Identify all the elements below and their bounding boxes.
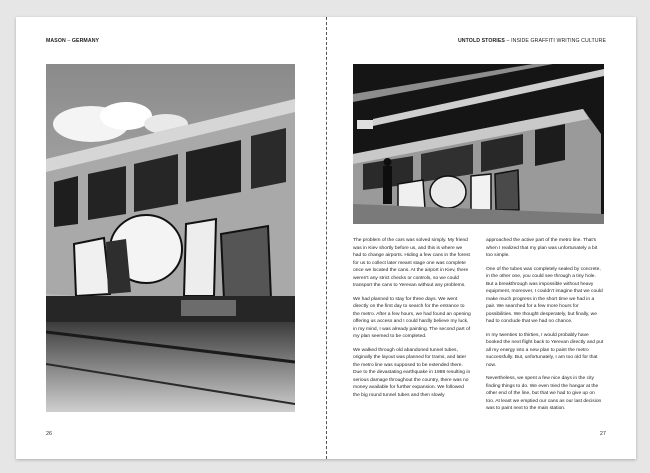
book-spread: [16, 17, 636, 459]
book-title: UNTOLD STORIES: [457, 38, 505, 44]
paragraph: We had planned to stay for three days. We went directly on the first day to search for the entrance to the metro. After a few hours, we had found an opening offering us access and I could hardly believe my luck, in my mind, I was already painting. The second part of my plan seemed to be completed.: [353, 296, 471, 339]
paragraph: We walked through old abandoned tunnel tubes, originally the layout was planned for trams, and later the metro line was supposed to be extended there. Due to the devastating earthquake in 1988 resulting in serious damage throughout the country, there was no money available for further expansion. We followed the big round tunnel tubes and then slowly: [353, 347, 471, 398]
left-page-number: 26: [46, 431, 53, 437]
paragraph: Nevertheless, we spent a few nice days in the city finding things to do. We even tried the hangar at the other end of the line, but that we had to give up on too. At least we emptied our cans as our last decision was to paint next to the main station.: [486, 376, 602, 411]
book-subtitle: INSIDE GRAFFITI WRITING CULTURE: [511, 38, 606, 44]
metro-station-image: [353, 64, 604, 224]
left-page-header: [46, 38, 99, 44]
right-page-number: 27: [599, 431, 606, 437]
page-fold-line: [326, 17, 327, 459]
paragraph: In my twenties to thirties, I would probably have booked the next flight back to Yerevan directly and put all my energy into a new plan to paint the metro successfully. But, unfortunately, I am too old for that now.: [486, 332, 604, 368]
graffiti-train-photo: [46, 64, 295, 412]
header-separator: –: [504, 38, 512, 44]
paragraph: One of the tubes was completely sealed by concrete, in the other one, you could see through a tiny hole. But a breakthrough was impossible without heavy equipment, moreover, I couldn't imagine that we could make much progress in the short time we had in a pair. We searched for a few more hours for possibilities. We thought desperately, but finally, we had to conclude that we had no chance.: [486, 266, 603, 324]
right-page-header: [458, 38, 606, 44]
metro-station-photo: [353, 64, 604, 224]
paragraph: approached the active part of the metro line. That's when I realized that my plan was unfortunately a bit too simple.: [486, 238, 598, 258]
author-country: GERMANY: [71, 38, 100, 44]
paragraph: The problem of the cars was solved simply. My friend was in Kiev shortly before us, and this is where we had to change airports. Hiding a few cans in the forest for us to collect later meant stage one was complete once we located the cans. At the airport in Kiev, there weren't any strict checks or controls, so we could transport the cans to Yerevan without any problems.: [353, 238, 470, 288]
graffiti-train-image: [46, 64, 295, 412]
text-column-left: [353, 237, 471, 405]
text-column-right: [486, 237, 604, 419]
header-separator: –: [65, 38, 72, 44]
author-name: MASON: [46, 38, 66, 44]
